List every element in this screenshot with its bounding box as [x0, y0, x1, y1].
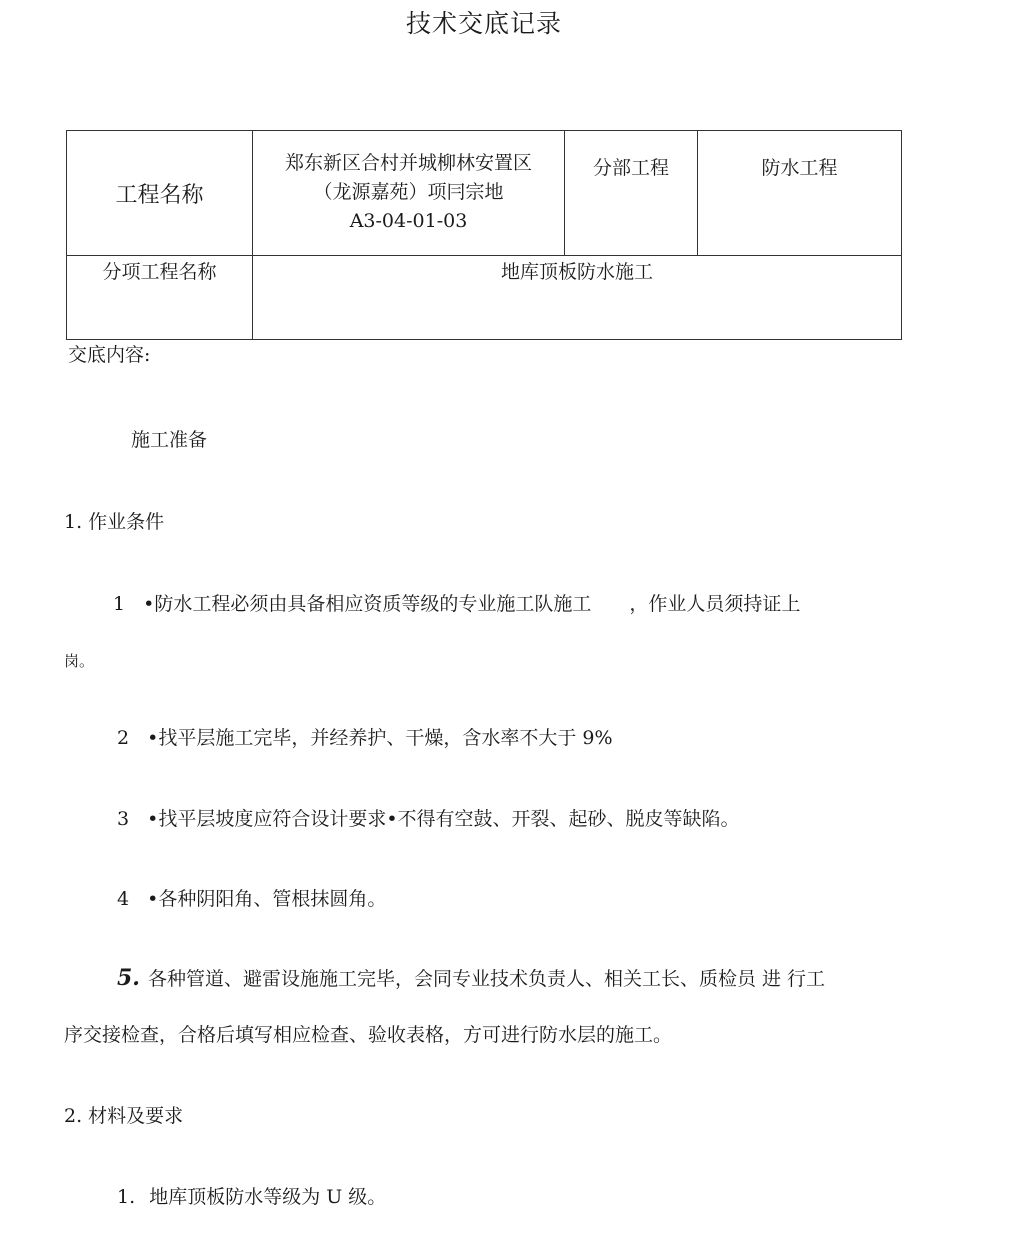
item-number: 5. — [117, 965, 140, 991]
division-value: 防水工程 — [698, 131, 902, 256]
division-label: 分部工程 — [565, 131, 698, 256]
project-name-line: A3-04-01-03 — [349, 210, 468, 232]
content-label: 交底内容: — [68, 344, 151, 366]
document-title: 技术交底记录 — [405, 9, 562, 38]
item-continuation: 岗。 — [64, 652, 95, 670]
item-continuation: 序交接检查，合格后填写相应检查、验收表格，方可进行防水层的施工。 — [64, 1024, 673, 1046]
item-number: 3 — [117, 808, 130, 830]
project-info-table — [66, 130, 902, 340]
item-text-continued: ，作业人员须持证上 — [629, 593, 801, 615]
work-conditions-heading: 1. 作业条件 — [64, 511, 165, 533]
subitem-value: 地库顶板防水施工 — [253, 256, 902, 340]
project-name-value — [253, 131, 565, 256]
list-item — [113, 589, 800, 616]
item-text: •防水工程必须由具备相应资质等级的专业施工队施工 — [143, 593, 592, 615]
item-text: •找平层坡度应符合设计要求•不得有空鼓、开裂、起砂、脱皮等缺陷。 — [147, 808, 740, 830]
item-text: 地库顶板防水等级为 U 级。 — [149, 1186, 387, 1208]
section-heading: 施工准备 — [131, 429, 208, 451]
list-item — [117, 964, 825, 991]
list-item — [117, 723, 613, 750]
list-item — [117, 1182, 386, 1209]
item-number: 1 — [113, 593, 126, 615]
item-number: 1. — [117, 1186, 136, 1208]
project-name-line: （龙源嘉苑）项冃宗地 — [313, 181, 504, 203]
list-item — [117, 804, 740, 831]
subitem-label: 分项工程名称 — [67, 256, 253, 340]
project-name-line: 郑东新区合村并城柳林安置区 — [284, 152, 532, 174]
list-item — [117, 884, 386, 911]
item-number: 4 — [117, 888, 130, 910]
item-text: 各种管道、避雷设施施工完毕，会同专业技术负责人、相关工长、质检员 进 行工 — [147, 968, 826, 990]
item-text: •各种阴阳角、管根抹圆角。 — [147, 888, 387, 910]
item-text: •找平层施工完毕，并经养护、干燥，含水率不大于 9% — [147, 727, 613, 749]
item-number: 2 — [117, 727, 130, 749]
project-name-label: 工程名称 — [67, 131, 253, 256]
materials-heading: 2. 材料及要求 — [64, 1105, 184, 1127]
